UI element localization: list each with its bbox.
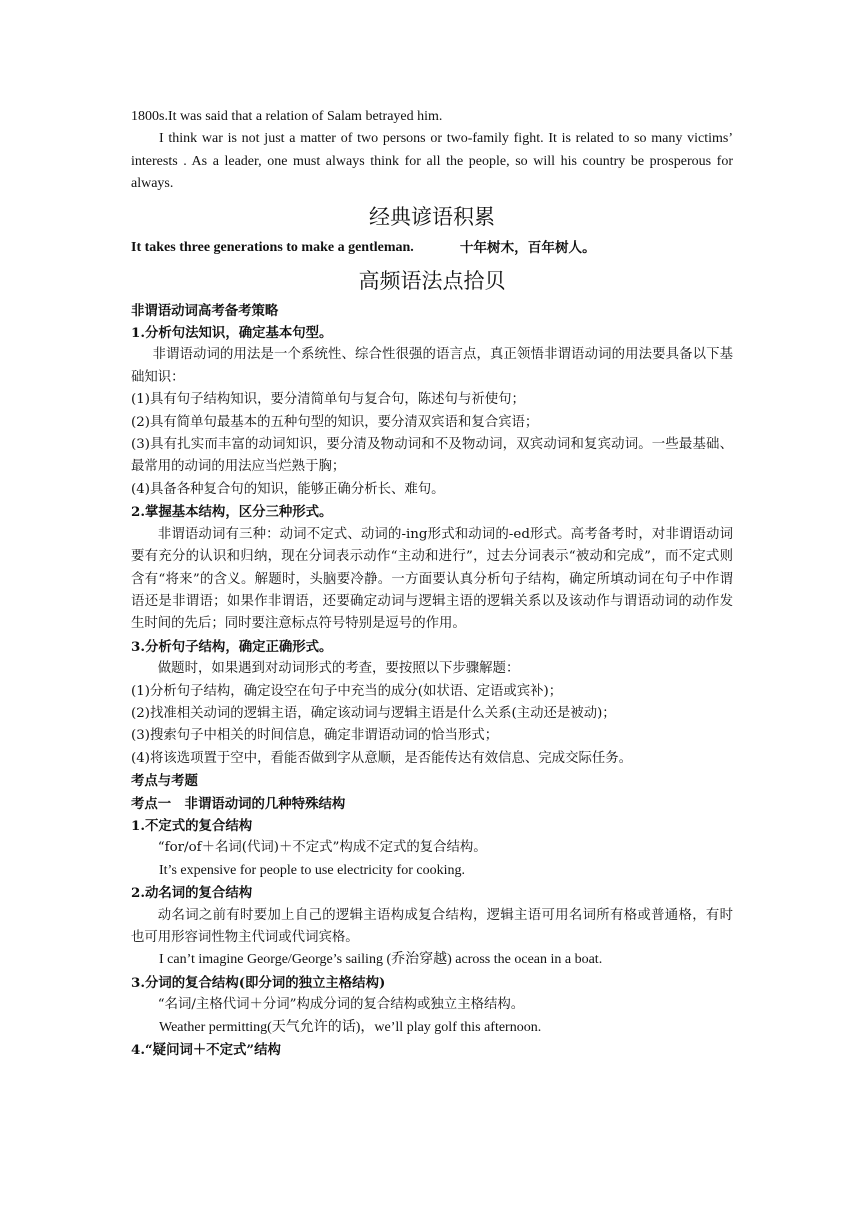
proverb-english: It takes three generations to make a gentleman. xyxy=(131,239,414,255)
structure1-example: It’s expensive for people to use electricity for cooking. xyxy=(159,862,465,878)
grammar-subtitle: 非谓语动词高考备考策略 xyxy=(131,302,279,319)
point2-heading: 2.掌握基本结构，区分三种形式。 xyxy=(131,504,333,521)
structure3-heading: 3.分词的复合结构(即分词的独立主格结构) xyxy=(131,974,386,991)
point3-item: (2)找准相关动词的逻辑主语，确定该动词与逻辑主语是什么关系(主动还是被动)； xyxy=(131,705,616,721)
point3-item: (4)将该选项置于空中，看能否做到字从意顺，是否能传达有效信息、完成交际任务。 xyxy=(131,750,633,766)
structure2-rule: 动名词之前有时要加上自己的逻辑主语构成复合结构，逻辑主语可用名词所有格或普通格，有时也可用形容词性物主代词或代词宾格。 xyxy=(131,907,733,945)
intro-line: 1800s.It was said that a relation of Salam betrayed him. xyxy=(131,109,443,124)
point3-item: (1)分析句子结构，确定设空在句子中充当的成分(如状语、定语或宾补)； xyxy=(131,683,563,699)
structure1-rule: “for/of＋名词(代词)＋不定式”构成不定式的复合结构。 xyxy=(157,840,487,856)
exam-points-title: 考点与考题 xyxy=(131,773,198,790)
point1-item: (3)具有扎实而丰富的动词知识，要分清及物动词和不及物动词，双宾动词和复宾动词。一些最基础、最常用的动词的用法应当烂熟于胸； xyxy=(131,437,733,475)
document-page xyxy=(131,106,733,1061)
point1-item: (4)具备各种复合句的知识，能够正确分析长、难句。 xyxy=(131,481,445,497)
point3-intro: 做题时，如果遇到对动词形式的考查，要按照以下步骤解题： xyxy=(157,661,520,677)
proverb-chinese: 十年树木，百年树人。 xyxy=(459,239,596,256)
structure3-example: Weather permitting(天气允许的话)，we’ll play golf this afternoon. xyxy=(159,1019,542,1035)
section-title-grammar: 高频语法点拾贝 xyxy=(358,268,506,293)
proverb-line xyxy=(131,236,733,260)
point1-heading: 1.分析句法知识，确定基本句型。 xyxy=(131,325,333,342)
exam-point-one-title: 考点一 非谓语动词的几种特殊结构 xyxy=(131,795,346,812)
point1-intro: 非谓语动词的用法是一个系统性、综合性很强的语言点，真正领悟非谓语动词的用法要具备以下基础知识： xyxy=(131,347,733,385)
point2-text: 非谓语动词有三种：动词不定式、动词的-ing形式和动词的-ed形式。高考备考时，对非谓语动词要有充分的认识和归纳，现在分词表示动作“主动和进行”，过去分词表示“被动和完成”，而不定式则含有“将来”的含义。解题时，头脑要冷静。一方面要认真分析句子结构，确定所填动词在句子中作谓语还是非谓语；如果作非谓语，还要确定动词与逻辑主语的逻辑关系以及该动作与谓语动词的动作发生时间的先后；同时要注意标点符号特别是逗号的作用。 xyxy=(131,526,733,632)
intro-paragraph: I think war is not just a matter of two persons or two-family fight. It is related to so many victims’ interests . As a leader, one must always think for all the people, so will his country be prosperous for always. xyxy=(131,131,733,192)
structure2-example: I can’t imagine George/George’s sailing (乔治穿越) across the ocean in a boat. xyxy=(159,952,603,968)
point3-item: (3)搜索句子中相关的时间信息，确定非谓语动词的恰当形式； xyxy=(131,728,499,744)
structure3-rule: “名词/主格代词＋分词”构成分词的复合结构或独立主格结构。 xyxy=(157,997,525,1013)
section-title-proverbs: 经典谚语积累 xyxy=(369,204,495,229)
point1-item: (1)具有句子结构知识，要分清简单句与复合句，陈述句与祈使句； xyxy=(131,392,525,408)
structure2-heading: 2.动名词的复合结构 xyxy=(131,885,253,902)
structure4-heading: 4.“疑问词＋不定式”结构 xyxy=(131,1042,281,1059)
point3-heading: 3.分析句子结构，确定正确形式。 xyxy=(131,638,333,655)
structure1-heading: 1.不定式的复合结构 xyxy=(131,817,253,834)
point1-item: (2)具有简单句最基本的五种句型的知识，要分清双宾语和复合宾语； xyxy=(131,414,539,430)
